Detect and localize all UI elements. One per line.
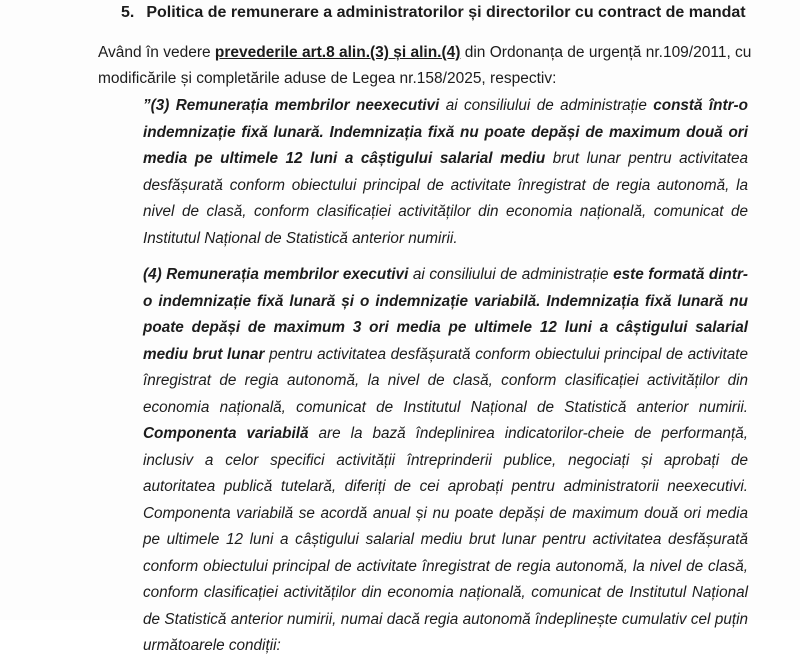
intro-text-pre: Având în vedere <box>98 44 215 61</box>
intro-paragraph <box>98 40 758 92</box>
para4-text-3: are la bază îndeplinirea indicatorilor-cheie de performanță, inclusiv a celor specifici activității întreprinderii publice, negociați și aprobați de autoritatea publică tutelară, diferiți de cei aprobați pentru administratorii neexecutivi. Componenta variabilă se acordă anual și nu poate depăși de maximum două ori media pe ultimele 12 luni a câștigului salarial mediu brut lunar pentru activitatea desfășurată conform obiectului principal de activitate înregistrat de regia autonomă, la nivel de clasă, conform clasificației activităților din economia națională, comunicat de Institutul Național de Statistică anterior numirii, numai dacă regia autonomă îndeplinește cumulativ cel puțin următoarele condiții: <box>143 425 748 654</box>
para4-bold-3: Componenta variabilă <box>143 425 309 442</box>
intro-text-post: din Ordonanța de urgență nr.109/2011, cu modificările și completările aduse de Legea nr.158/2025, respectiv: <box>98 44 752 87</box>
para3-bold-2: constă într-o indemnizație fixă lunară. Indemnizația fixă nu poate depăși de maximum două ori media pe ultimele 12 luni a câștigului salarial mediu <box>143 97 748 167</box>
section-number: 5. <box>121 4 135 21</box>
para3-bold-1: ”(3) Remunerația membrilor neexecutivi <box>143 97 440 114</box>
section-title: Politica de remunerare a administratorilor și directorilor cu contract de mandat <box>146 4 746 21</box>
para3-text-1: ai consiliului de administrație <box>439 97 654 114</box>
para3-text-2: brut lunar pentru activitatea desfășurată conform obiectului principal de activitate înregistrat de regia autonomă, la nivel de clasă, conform clasificației activităților din economia națională, comunicat de Institutul Național de Statistică anterior numirii. <box>143 150 748 247</box>
quoted-paragraph-4 <box>143 262 748 660</box>
legal-reference: prevederile art.8 alin.(3) și alin.(4) <box>214 44 461 61</box>
quoted-paragraph-3 <box>143 93 748 252</box>
para4-text-1: ai consiliului de administrație <box>408 266 614 283</box>
para4-text-2: pentru activitatea desfășurată conform obiectului principal de activitate înregistrat de regia autonomă, la nivel de clasă, conform clasificației activităților din economia națională, comunicat de Institutul Național de Statistică anterior numirii. <box>143 345 748 416</box>
section-heading <box>121 4 746 22</box>
para4-bold-1: (4) Remunerația membrilor executivi <box>143 266 409 283</box>
para4-bold-2: este formată dintr-o indemnizație fixă lunară și o indemnizație variabilă. Indemnizația fixă lunară nu poate depăși de maximum 3 ori media pe ultimele 12 luni a câștigului salarial mediu brut lunar <box>143 266 749 363</box>
